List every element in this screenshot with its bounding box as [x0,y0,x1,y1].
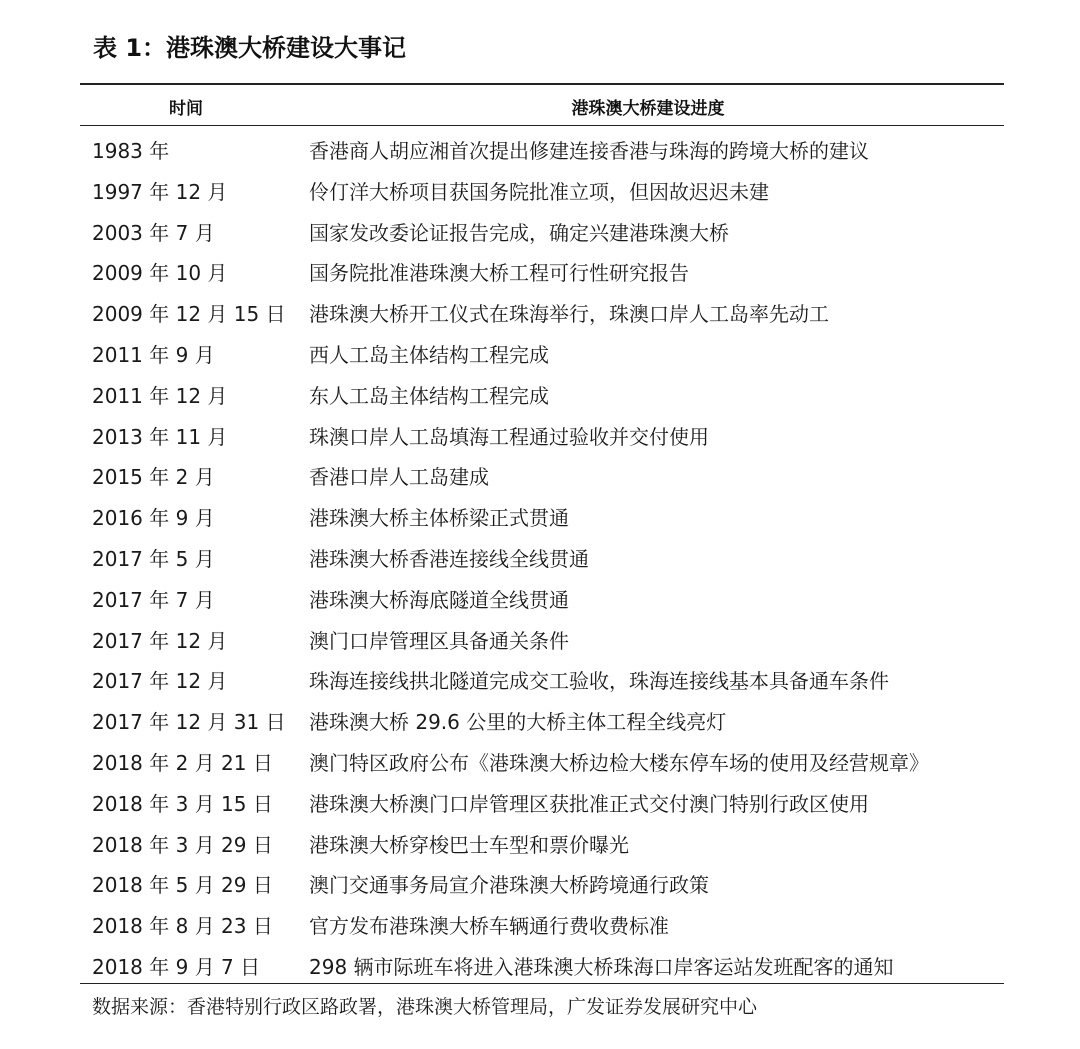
row-time: 2017 年 12 月 [92,669,228,694]
row-time: 2017 年 5 月 [92,546,215,571]
table-row [80,169,1004,210]
table-row [80,414,1004,455]
row-event: 伶仃洋大桥项目获国务院批准立项，但因故迟迟未建 [309,179,769,204]
table-row [80,454,1004,495]
row-event: 东人工岛主体结构工程完成 [309,383,549,408]
table-row [80,210,1004,251]
row-time: 2011 年 9 月 [92,342,215,367]
table-row [80,699,1004,740]
table-row [80,658,1004,699]
table-row [80,944,1004,985]
row-event: 港珠澳大桥开工仪式在珠海举行，珠澳口岸人工岛率先动工 [309,302,829,327]
table-row [80,291,1004,332]
row-time: 2013 年 11 月 [92,424,228,449]
row-event: 港珠澳大桥澳门口岸管理区获批准正式交付澳门特别行政区使用 [309,791,869,816]
row-time: 2018 年 8 月 23 日 [92,914,273,939]
source-note: 数据来源：香港特别行政区路政署，港珠澳大桥管理局，广发证券发展研究中心 [92,996,758,1018]
row-event: 国家发改委论证报告完成，确定兴建港珠澳大桥 [309,220,729,245]
row-time: 2009 年 12 月 15 日 [92,302,286,327]
table-row [80,903,1004,944]
table-row [80,740,1004,781]
row-time: 2015 年 2 月 [92,465,215,490]
table-row [80,373,1004,414]
row-event: 港珠澳大桥主体桥梁正式贯通 [309,506,569,531]
table-row [80,577,1004,618]
table-header-rule [80,125,1004,126]
row-event: 珠澳口岸人工岛填海工程通过验收并交付使用 [309,424,709,449]
row-time: 2017 年 12 月 [92,628,228,653]
row-event: 港珠澳大桥 29.6 公里的大桥主体工程全线亮灯 [309,710,727,735]
table-row [80,781,1004,822]
row-event: 国务院批准港珠澳大桥工程可行性研究报告 [309,261,689,286]
row-time: 2017 年 12 月 31 日 [92,710,286,735]
table-title: 表 1：港珠澳大桥建设大事记 [93,34,407,62]
table-body [80,128,1004,985]
row-time: 2018 年 3 月 29 日 [92,832,273,857]
row-event: 港珠澳大桥海底隧道全线贯通 [309,587,569,612]
row-time: 2011 年 12 月 [92,383,228,408]
table-bottom-rule [80,983,1004,984]
row-time: 2018 年 9 月 7 日 [92,954,261,979]
row-time: 2018 年 3 月 15 日 [92,791,273,816]
table-row [80,128,1004,169]
row-event: 官方发布港珠澳大桥车辆通行费收费标准 [309,914,669,939]
row-event: 澳门交通事务局宣介港珠澳大桥跨境通行政策 [309,873,709,898]
row-event: 298 辆市际班车将进入港珠澳大桥珠海口岸客运站发班配客的通知 [309,954,894,979]
table-row [80,536,1004,577]
table-row [80,332,1004,373]
row-event: 港珠澳大桥香港连接线全线贯通 [309,546,589,571]
table-row [80,495,1004,536]
row-event: 香港商人胡应湘首次提出修建连接香港与珠海的跨境大桥的建议 [309,139,869,163]
row-event: 西人工岛主体结构工程完成 [309,342,549,367]
header-time: 时间 [169,99,203,119]
row-event: 澳门特区政府公布《港珠澳大桥边检大楼东停车场的使用及经营规章》 [309,750,929,775]
row-time: 2018 年 5 月 29 日 [92,873,273,898]
row-time: 2017 年 7 月 [92,587,215,612]
row-time: 2003 年 7 月 [92,220,215,245]
row-time: 2018 年 2 月 21 日 [92,750,273,775]
table-row [80,862,1004,903]
header-progress: 港珠澳大桥建设进度 [571,99,725,119]
row-event: 香港口岸人工岛建成 [309,465,489,490]
row-event: 港珠澳大桥穿梭巴士车型和票价曝光 [309,832,629,857]
table-row [80,618,1004,659]
row-event: 珠海连接线拱北隧道完成交工验收，珠海连接线基本具备通车条件 [309,669,889,694]
table-row [80,250,1004,291]
row-time: 1997 年 12 月 [92,179,228,204]
table-row [80,822,1004,863]
table-header-row [80,85,1004,125]
row-time: 2016 年 9 月 [92,506,215,531]
row-time: 2009 年 10 月 [92,261,228,286]
row-time: 1983 年 [92,139,170,163]
row-event: 澳门口岸管理区具备通关条件 [309,628,569,653]
